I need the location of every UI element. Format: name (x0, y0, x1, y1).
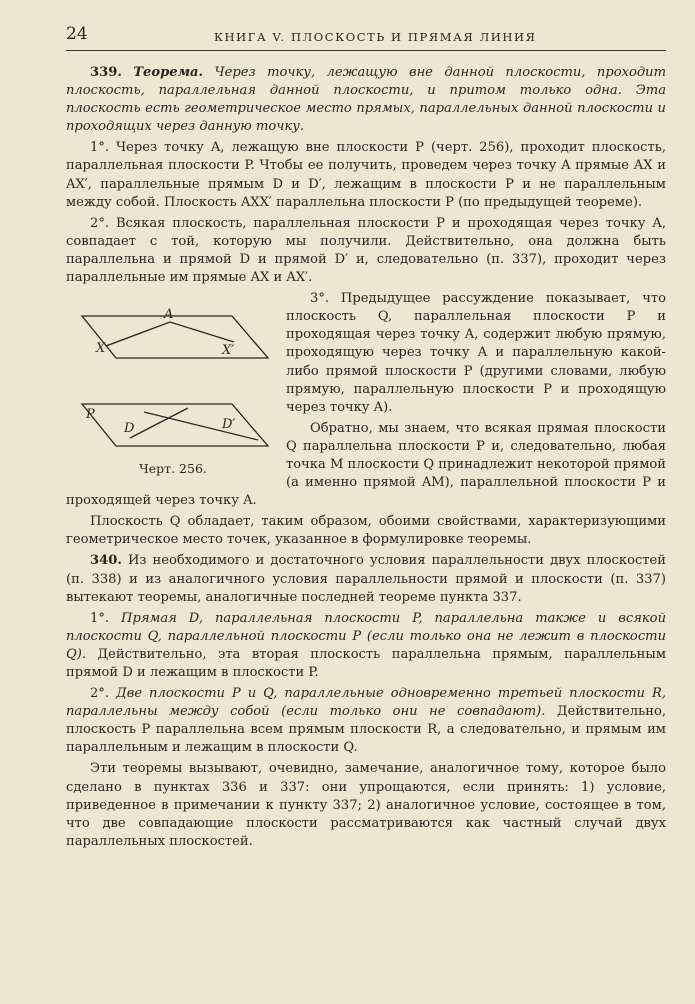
theorem-339-text: Через точку, лежащую вне данной плоскости, проходит плоскость, параллельная данной плоскости, и притом только одна. Эта плоскость есть геометрическое место прямых, параллельных данной плоскости и проходящих через данную точку. (66, 65, 666, 135)
figure-256 (72, 292, 274, 479)
figure-caption: Черт. 256. (139, 461, 207, 477)
paragraph-339-5: Плоскость Q обладает, таким образом, обоими свойствами, характеризующими геометрическое место точек, указанное в формулировке теоремы. (66, 514, 666, 548)
line-d (130, 408, 188, 438)
theorem-340-1-proof: Действительно, эта вторая плоскость параллельна прямым, параллельным прямой D и лежащим в плоскости P. (66, 646, 667, 680)
paragraph-340-intro (66, 552, 666, 606)
theorem-340-2-number: 2°. (90, 686, 110, 702)
theorem-340-1-statement: Прямая D, параллельная плоскости P, параллельна также и всякой плоскости Q, параллельной плоскости P (если только она не лежит в плоскости Q). (66, 610, 667, 662)
label-a: A (164, 307, 174, 323)
plane-p (82, 404, 268, 446)
running-title: КНИГА V. ПЛОСКОСТЬ И ПРЯМАЯ ЛИНИЯ (214, 30, 537, 44)
section-number-339: 339. (90, 65, 122, 80)
theorem-340-2 (66, 685, 666, 757)
paragraph-340-remark: Эти теоремы вызывают, очевидно, замечание, аналогичное тому, которое было сделано в пунктах 336 и 337: они упрощаются, если принять: 1) условие, приведенное в примечании к пункту 337; 2) аналогичное условие, состоящее в том, что две совпадающие плоскости рассматриваются как частный случай двух параллельных плоскостей. (66, 761, 666, 849)
label-d: D (124, 421, 135, 437)
page-number: 24 (66, 24, 88, 44)
theorem-label: Теорема. (133, 65, 204, 80)
paragraph-339-3-text: 3°. Предыдущее рассуждение показывает, что плоскость Q, параллельная плоскости P и проходящая через точку A, содержит любую прямую, проходящую через точку A и параллельную какой-либо прямой плоскости P (другими словами, любую прямую, параллельную плоскости P и проходящую через точку A). (286, 291, 666, 415)
paragraph-339-4: Обратно, мы знаем, что всякая прямая плоскости Q параллельна плоскости P и, следовательно, любая точка M плоскости Q принадлежит некоторой прямой (а именно прямой AM), параллельной плоскости P и проходящей через точку A. (66, 420, 666, 509)
theorem-340-1 (66, 610, 666, 682)
label-x: X (96, 341, 106, 357)
paragraph-339-1: 1°. Через точку A, лежащую вне плоскости P (черт. 256), проходит плоскость, параллельная плоскости P. Чтобы ее получить, проведем через точку A прямые AX и AX′, параллельные прямым D и D′, лежащим в плоскости P и не параллельным между собой. Плоскость AXX′ параллельна плоскости P (по предыдущей теореме). (66, 140, 666, 210)
paragraph-340-intro-text: Из необходимого и достаточного условия параллельности двух плоскостей (п. 338) и из аналогичного условия параллельности прямой и плоскости (п. 337) вытекают теоремы, аналогичные последней теореме пункта 337. (66, 553, 666, 605)
lines-ax-ax (106, 322, 234, 346)
theorem-340-1-number: 1°. (90, 610, 110, 626)
planes-diagram (72, 292, 274, 460)
header-rule (66, 50, 666, 51)
label-x-prime: X′ (222, 343, 235, 359)
text-body (66, 64, 666, 854)
theorem-340-2-proof: Действительно, плоскость P параллельна всем прямым плоскости R, а следовательно, и прямым им параллельным и лежащим в плоскости Q. (66, 704, 666, 756)
section-number-340: 340. (90, 553, 122, 569)
theorem-339-statement (66, 64, 666, 136)
line-d-prime (144, 412, 258, 440)
theorem-340-2-statement: Две плоскости P и Q, параллельные одновременно третьей плоскости R, параллельны между собой (если только они не совпадают). (66, 686, 667, 720)
plane-q (82, 316, 268, 358)
label-p: P (86, 407, 95, 423)
paragraph-339-2: 2°. Всякая плоскость, параллельная плоскости P и проходящая через точку A, совпадает с той, которую мы получили. Действительно, она должна быть параллельна и прямой D и прямой D′ и, следовательно (п. 337), проходит через параллельные им прямые AX и AX′. (66, 215, 666, 286)
label-d-prime: D′ (222, 417, 236, 433)
